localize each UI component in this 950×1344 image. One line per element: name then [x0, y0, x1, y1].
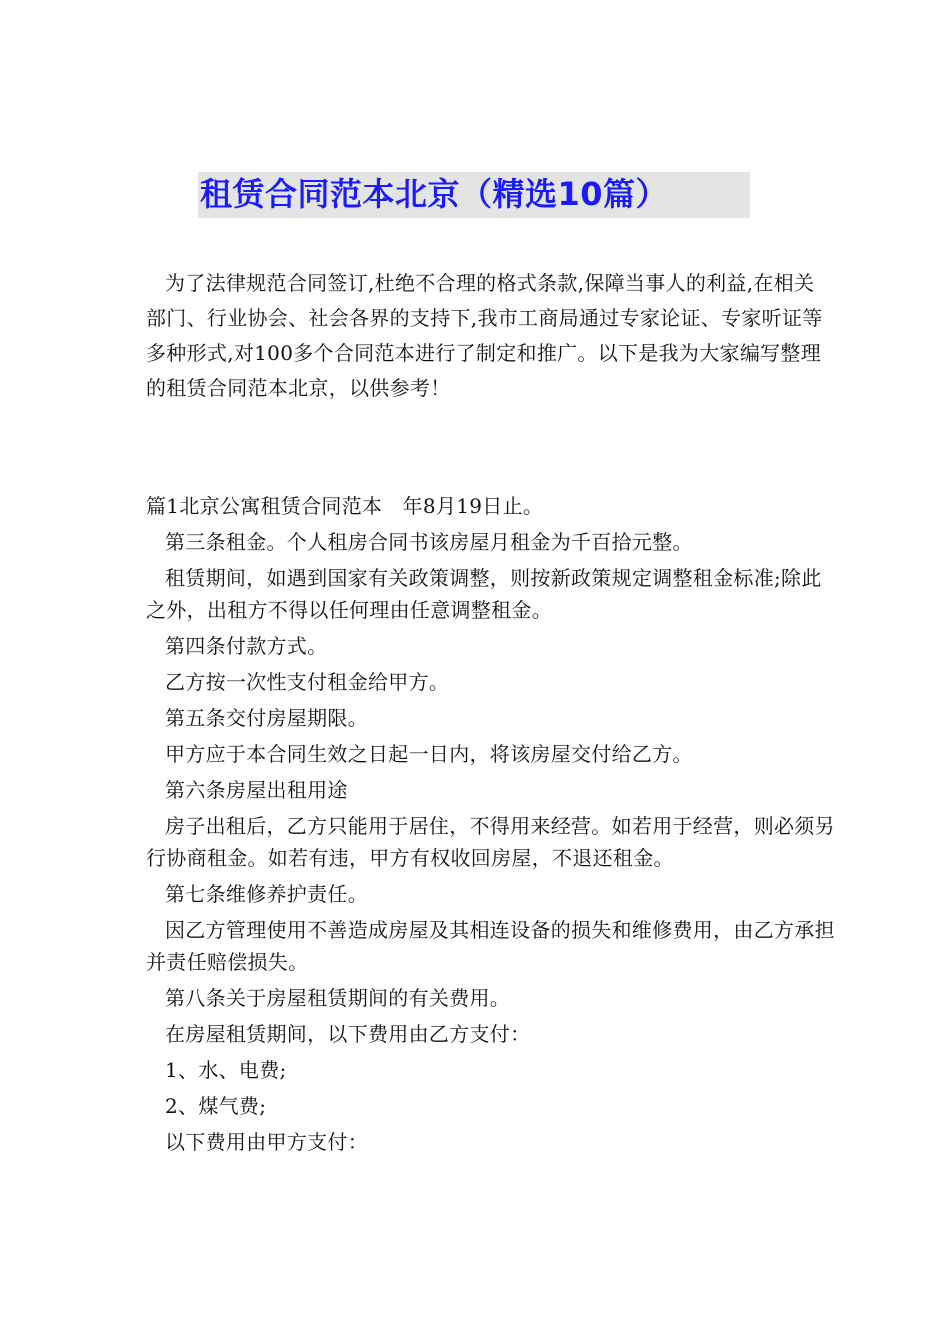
contract-body	[146, 490, 836, 1162]
body-paragraph: 第八条关于房屋租赁期间的有关费用。	[165, 986, 511, 1010]
document-title: 租赁合同范本北京（精选10篇）	[200, 175, 669, 213]
body-paragraph: 2、煤气费;	[165, 1094, 267, 1118]
body-paragraph: 租赁期间，如遇到国家有关政策调整，则按新政策规定调整租金标准;除此之外，出租方不得以任何理由任意调整租金。	[146, 566, 822, 622]
body-paragraph: 篇1北京公寓租赁合同范本 年8月19日止。	[146, 494, 544, 518]
intro-section	[146, 266, 826, 406]
body-paragraph: 因乙方管理使用不善造成房屋及其相连设备的损失和维修费用，由乙方承担并责任赔偿损失。	[146, 918, 835, 974]
body-paragraph: 第七条维修养护责任。	[165, 882, 368, 906]
body-paragraph: 以下费用由甲方支付：	[165, 1130, 368, 1154]
body-paragraph: 第五条交付房屋期限。	[165, 706, 368, 730]
body-paragraph: 乙方按一次性支付租金给甲方。	[165, 670, 450, 694]
body-paragraph: 第四条付款方式。	[165, 634, 328, 658]
body-paragraph: 在房屋租赁期间，以下费用由乙方支付：	[165, 1022, 531, 1046]
body-paragraph: 第六条房屋出租用途	[165, 778, 348, 802]
intro-paragraph: 为了法律规范合同签订,杜绝不合理的格式条款,保障当事人的利益,在相关部门、行业协会、社会各界的支持下,我市工商局通过专家论证、专家听证等多种形式,对100多个合同范本进行了制定和推广。以下是我为大家编写整理的租赁合同范本北京，以供参考！	[146, 271, 823, 400]
body-paragraph: 1、水、电费;	[165, 1058, 287, 1082]
body-paragraph: 第三条租金。个人租房合同书该房屋月租金为千百拾元整。	[165, 530, 693, 554]
body-paragraph: 甲方应于本合同生效之日起一日内，将该房屋交付给乙方。	[165, 742, 693, 766]
body-paragraph: 房子出租后，乙方只能用于居住，不得用来经营。如若用于经营，则必须另行协商租金。如若有违，甲方有权收回房屋，不退还租金。	[146, 814, 835, 870]
